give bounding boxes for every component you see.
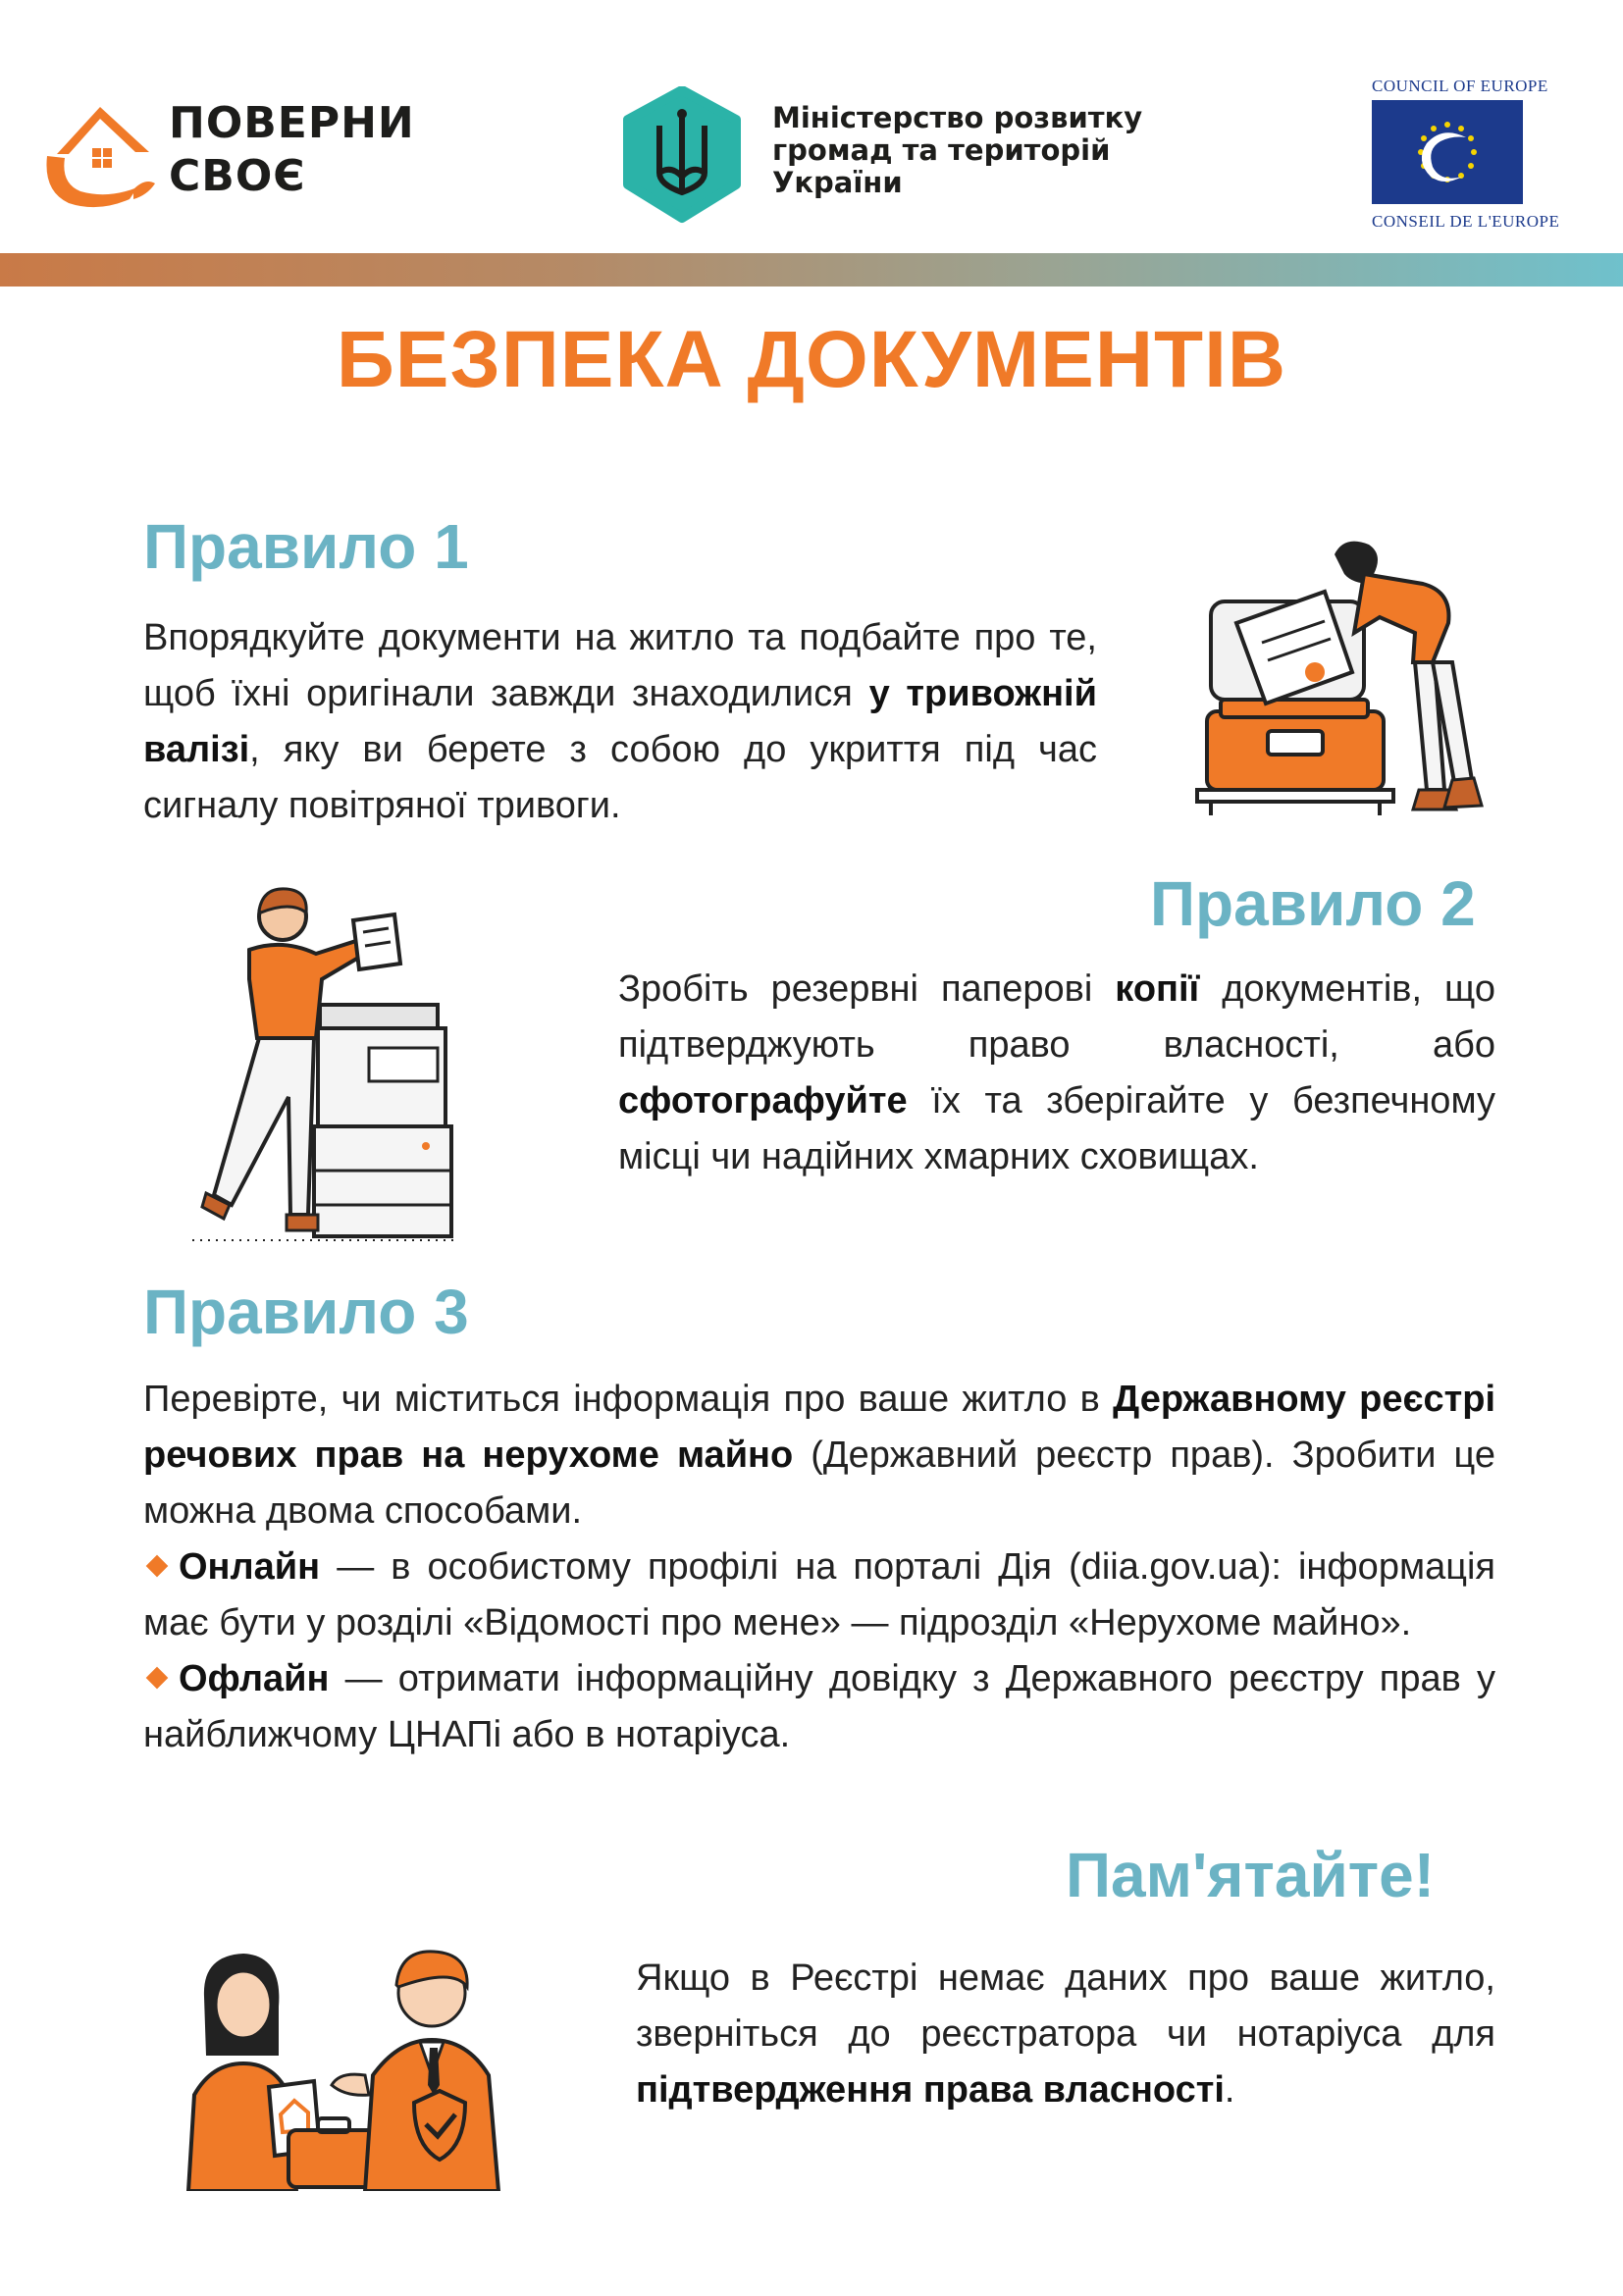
page-title: БЕЗПЕКА ДОКУМЕНТІВ [336, 315, 1287, 404]
rule1-heading: Правило 1 [143, 511, 469, 582]
rule2-heading: Правило 2 [1150, 868, 1476, 939]
rule2-text-a: Зробіть резервні паперові [618, 968, 1116, 1010]
rule3-text-c: (Державний реєстр прав). Зробити це можна двома способами. [143, 1435, 1495, 1532]
logo-line1: ПОВЕРНИ [169, 98, 415, 148]
rule3-intro [143, 1372, 1495, 1539]
rule3-offline-item [143, 1651, 1495, 1763]
rule2-text-bold2: сфотографуйте [618, 1080, 908, 1122]
gradient-divider [0, 253, 1623, 287]
rule3-online-text: — в особистому профілі на порталі Дія (diia.gov.ua): інформація має бути у розділі «Відомості про мене» — підрозділ «Нерухоме майно». [143, 1546, 1495, 1644]
ministry-line2: громад та територій [772, 133, 1111, 167]
rule2-text-e: їх та зберігайте у безпечному місці чи надійних хмарних сховищах. [618, 1080, 1495, 1177]
rule3-online-label: Онлайн [179, 1546, 321, 1588]
eu-stars-flag-icon [1372, 100, 1523, 204]
rule1-text-a: Впорядкуйте документи на житло та подбайте про те, щоб їхні оригінали завжди знаходилися [143, 617, 1097, 714]
ministry-line3: України [772, 166, 903, 199]
rule1-text-bold: у тривожній валізі [143, 673, 1097, 770]
coe-top-text: COUNCIL OF EUROPE [1372, 77, 1548, 95]
remember-text [636, 1951, 1495, 2118]
diamond-bullet-icon [146, 1555, 169, 1578]
rule3-text-a: Перевірте, чи міститься інформація про ваше житло в [143, 1379, 1114, 1420]
woman-packing-suitcase-illustration [1187, 515, 1492, 824]
remember-text-c: . [1224, 2069, 1235, 2111]
rule3-text [143, 1372, 1495, 1763]
rule3-offline-label: Офлайн [179, 1658, 330, 1699]
ministry-line1: Міністерство розвитку [772, 101, 1143, 134]
coe-bottom-text: CONSEIL DE L'EUROPE [1372, 212, 1560, 231]
remember-text-bold: підтвердження права власності [636, 2069, 1225, 2111]
remember-heading: Пам'ятайте! [1066, 1840, 1436, 1910]
header [0, 0, 1623, 253]
rule1-text-c: , яку ви берете з собою до укриття під час сигналу повітряної тривоги. [143, 729, 1097, 826]
rule2-text [618, 962, 1495, 1185]
rule2-text-c: документів, що підтверджують право власності, або [618, 968, 1495, 1066]
council-of-europe-logo [1370, 77, 1562, 234]
logo-line2: СВОЄ [169, 151, 306, 201]
house-hands-icon [39, 93, 162, 211]
rule1-text [143, 610, 1097, 834]
rule3-heading: Правило 3 [143, 1277, 469, 1347]
remember-text-a: Якщо в Реєстрі немає даних про ваше житло, зверніться до реєстратора чи нотаріуса для [636, 1957, 1495, 2055]
rule3-offline-text: — отримати інформаційну довідку з Державного реєстру прав у найближчому ЦНАПі або в нотаріуса. [143, 1658, 1495, 1755]
diamond-bullet-icon [146, 1667, 169, 1690]
man-with-copier-illustration [192, 881, 457, 1244]
ministry-logo [620, 86, 1170, 224]
rule3-online-item [143, 1539, 1495, 1651]
notary-consultation-illustration [173, 1938, 536, 2191]
rule2-text-bold1: копії [1115, 968, 1200, 1010]
rule3-text-bold: Державному реєстрі речових прав на нерухоме майно [143, 1379, 1495, 1476]
povernysvoie-logo [39, 93, 422, 211]
trident-emblem-icon [620, 86, 744, 224]
